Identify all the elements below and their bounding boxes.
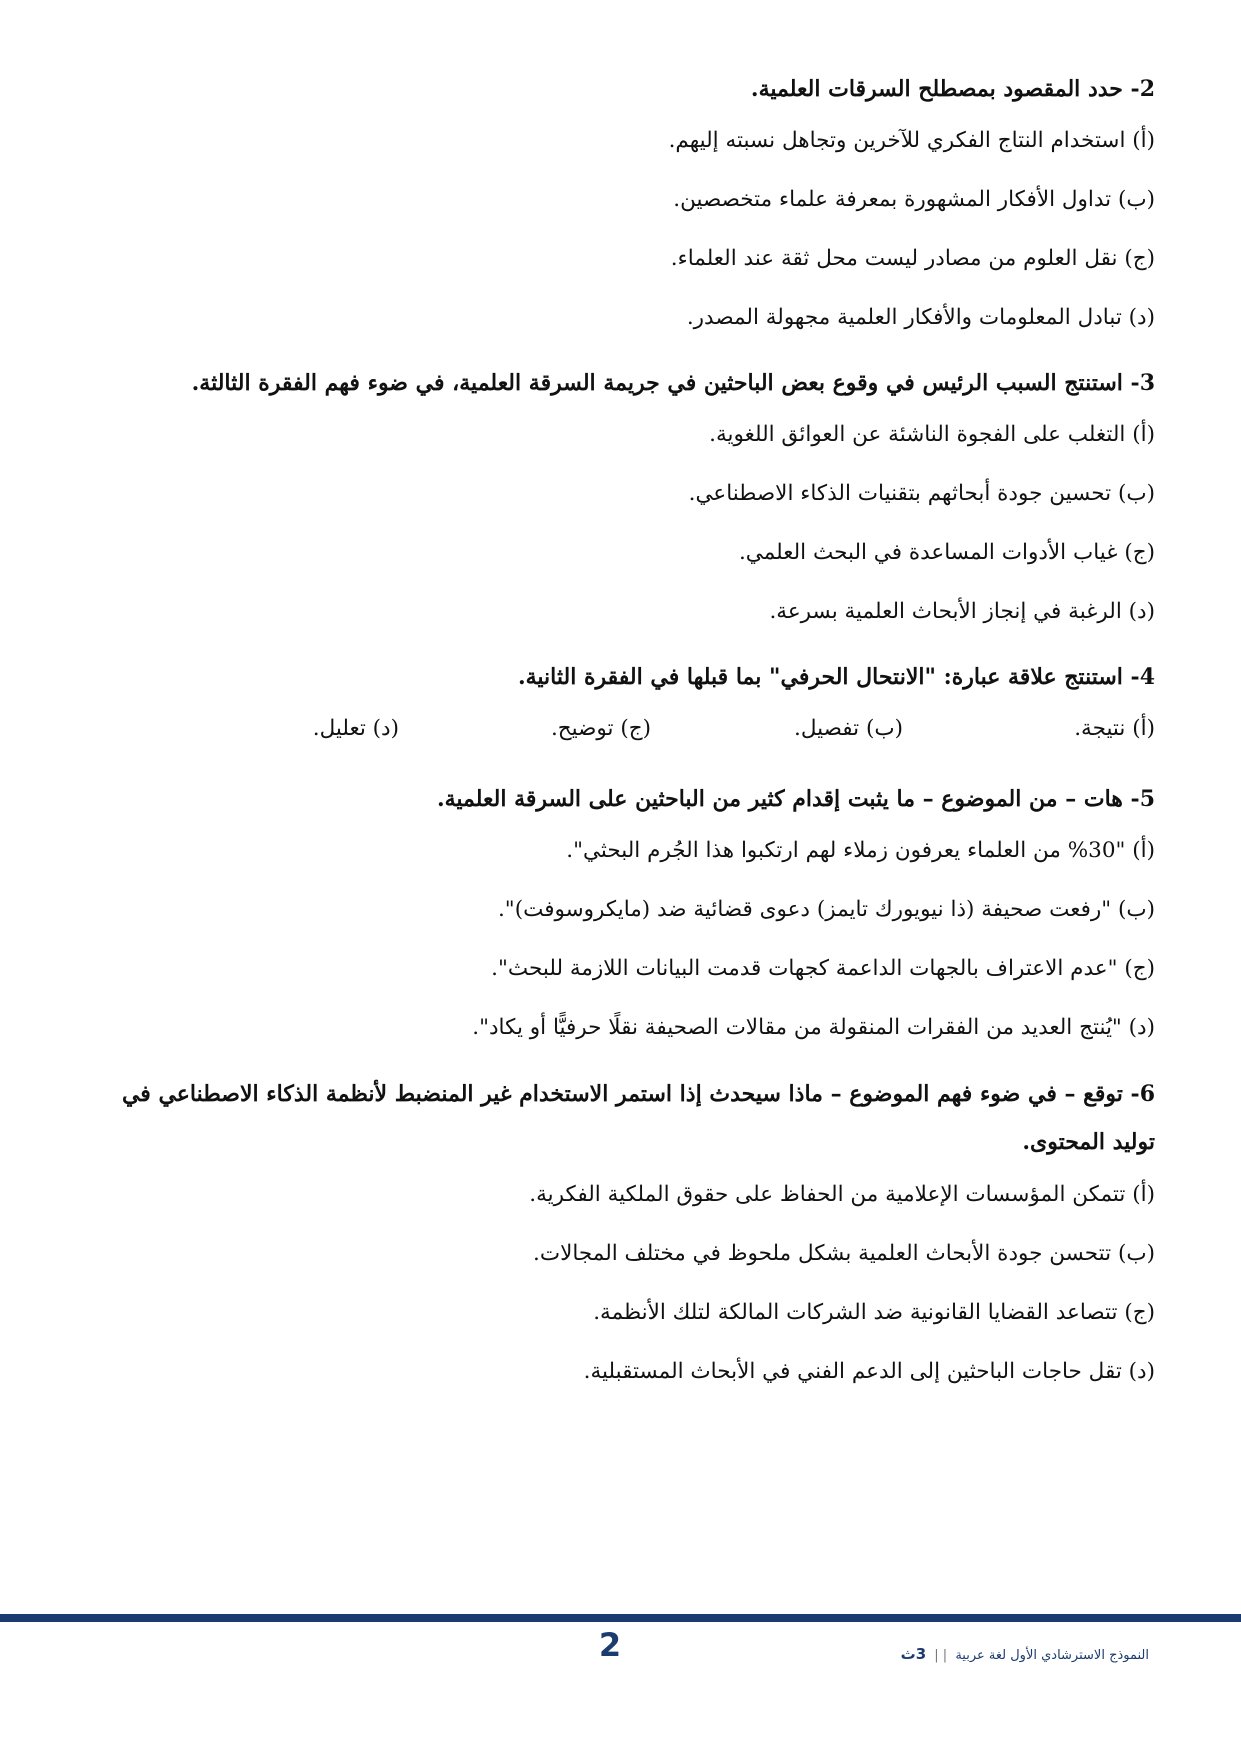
footer-title: النموذج الاسترشادي الأول لغة عربية xyxy=(955,1648,1149,1663)
answer-option: (د) تبادل المعلومات والأفكار العلمية مجهولة المصدر. xyxy=(686,305,1155,330)
answer-option: (ج) نقل العلوم من مصادر ليست محل ثقة عند العلماء. xyxy=(670,246,1155,271)
answer-option: (د) تعليل. xyxy=(312,716,399,741)
question-stem: 4- استنتج علاقة عبارة: "الانتحال الحرفي" بما قبلها في الفقرة الثانية. xyxy=(517,664,1155,690)
answer-option: (ج) غياب الأدوات المساعدة في البحث العلمي. xyxy=(738,540,1155,565)
answer-option: (ب) تفصيل. xyxy=(794,716,903,741)
question-stem: 5- هات – من الموضوع – ما يثبت إقدام كثير من الباحثين على السرقة العلمية. xyxy=(436,786,1155,812)
answer-option: (ب) تداول الأفكار المشهورة بمعرفة علماء متخصصين. xyxy=(673,187,1155,212)
page-number: 2 xyxy=(598,1626,622,1664)
answer-option: (أ) "30% من العلماء يعرفون زملاء لهم ارتكبوا هذا الجُرم البحثي". xyxy=(566,838,1155,863)
question-6 xyxy=(80,1070,1155,1389)
answer-option: (د) "يُنتج العديد من الفقرات المنقولة من مقالات الصحيفة نقلًا حرفيًّا أو يكاد". xyxy=(472,1015,1155,1040)
footer-caption xyxy=(901,1645,1149,1663)
question-2 xyxy=(80,66,1155,335)
answer-option: (أ) التغلب على الفجوة الناشئة عن العوائق اللغوية. xyxy=(709,422,1155,447)
answer-option: (ج) توضيح. xyxy=(550,716,651,741)
answer-option: (أ) استخدام النتاج الفكري للآخرين وتجاهل نسبته إليهم. xyxy=(668,128,1155,153)
answer-option: (ج) "عدم الاعتراف بالجهات الداعمة كجهات قدمت البيانات اللازمة للبحث". xyxy=(491,956,1155,981)
answer-option: (د) الرغبة في إنجاز الأبحاث العلمية بسرعة. xyxy=(769,599,1155,624)
answer-option: (د) تقل حاجات الباحثين إلى الدعم الفني في الأبحاث المستقبلية. xyxy=(583,1359,1155,1384)
footer-grade: 3ث xyxy=(900,1645,927,1663)
question-stem: 6- توقع – في ضوء فهم الموضوع – ماذا سيحدث إذا استمر الاستخدام غير المنضبط لأنظمة الذكاء الاصطناعي في توليد المحتوى. xyxy=(121,1081,1155,1155)
question-stem: 3- استنتج السبب الرئيس في وقوع بعض الباحثين في جريمة السرقة العلمية، في ضوء فهم الفقرة الثالثة. xyxy=(191,370,1155,396)
inline-answer-options xyxy=(80,712,1155,746)
footer-divider xyxy=(0,1614,1241,1622)
answer-option: (أ) تتمكن المؤسسات الإعلامية من الحفاظ على حقوق الملكية الفكرية. xyxy=(529,1182,1155,1207)
question-5 xyxy=(80,776,1155,1045)
question-3 xyxy=(80,360,1155,629)
footer-separator: | | xyxy=(934,1648,948,1663)
question-stem: 2- حدد المقصود بمصطلح السرقات العلمية. xyxy=(750,76,1155,102)
answer-option: (ب) "رفعت صحيفة (ذا نيويورك تايمز) دعوى قضائية ضد (مايكروسوفت)". xyxy=(497,897,1155,922)
answer-option: (ب) تتحسن جودة الأبحاث العلمية بشكل ملحوظ في مختلف المجالات. xyxy=(533,1241,1155,1266)
answer-option: (أ) نتيجة. xyxy=(1074,716,1155,741)
exam-page-content xyxy=(80,66,1155,1414)
answer-option: (ج) تتصاعد القضايا القانونية ضد الشركات المالكة لتلك الأنظمة. xyxy=(593,1300,1155,1325)
question-4 xyxy=(80,654,1155,746)
answer-option: (ب) تحسين جودة أبحاثهم بتقنيات الذكاء الاصطناعي. xyxy=(688,481,1155,506)
